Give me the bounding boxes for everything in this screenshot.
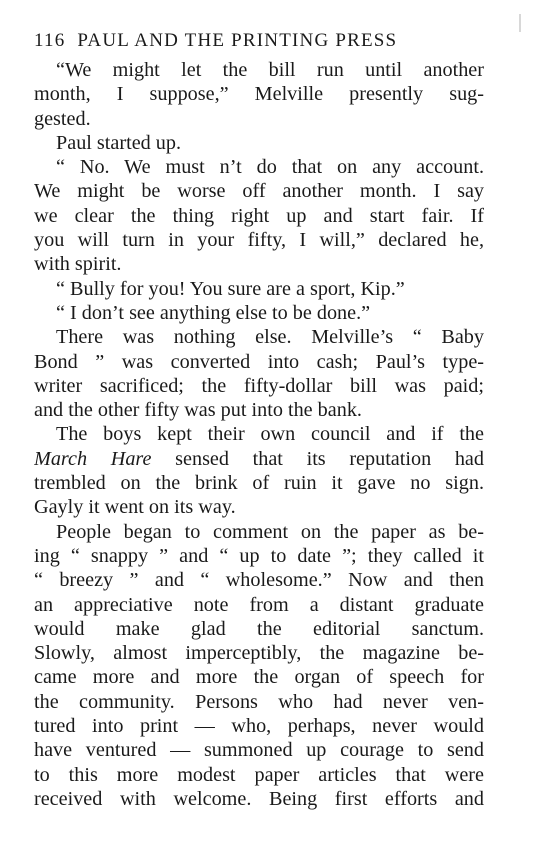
text-line: received with welcome. Being first efforts and [34, 787, 484, 810]
text-line: an appreciative note from a distant graduate [34, 593, 484, 616]
text-line: the community. Persons who had never ven- [34, 690, 484, 713]
text-line: ing “ snappy ” and “ up to date ”; they called it [34, 544, 484, 567]
text-line: to this more modest paper articles that were [34, 763, 484, 786]
body-text [34, 58, 484, 811]
text-line: Gayly it went on its way. [34, 496, 236, 519]
page-edge-mark [519, 14, 521, 32]
text-line: we clear the thing right up and start fair. If [34, 204, 484, 227]
text-line: month, I suppose,” Melville presently sug- [34, 83, 484, 106]
text-line [34, 447, 484, 471]
book-page [34, 30, 484, 811]
text-line: The boys kept their own council and if the [56, 423, 484, 446]
text-line: came more and more the organ of speech for [34, 666, 484, 689]
text-line: “We might let the bill run until another [56, 59, 484, 81]
text-line: “ Bully for you! You sure are a sport, Kip.” [56, 277, 405, 300]
text-line: and the other fifty was put into the bank. [34, 399, 362, 422]
text-line: People began to comment on the paper as be- [56, 520, 484, 543]
line-text: sensed that its reputation had [151, 447, 484, 470]
text-line: “ breezy ” and “ wholesome.” Now and then [34, 569, 484, 592]
text-line: There was nothing else. Melville’s “ Baby [56, 326, 484, 349]
text-line: “ I don’t see anything else to be done.” [56, 301, 371, 324]
text-line: trembled on the brink of ruin it gave no sign. [34, 472, 484, 495]
text-line: writer sacrificed; the fifty-dollar bill was paid; [34, 374, 484, 397]
text-line: Paul started up. [56, 131, 182, 154]
text-line: would make glad the editorial sanctum. [34, 617, 484, 640]
page-number: 116 [34, 30, 66, 51]
text-line: Bond ” was converted into cash; Paul’s type- [34, 350, 484, 373]
text-line: “ No. We must n’t do that on any account. [56, 156, 484, 179]
italic-title: March Hare [34, 447, 152, 470]
text-line: tured into print — who, perhaps, never would [34, 715, 484, 738]
text-line: We might be worse off another month. I say [34, 180, 484, 203]
text-line: Slowly, almost imperceptibly, the magazine be- [34, 642, 484, 665]
running-title: PAUL AND THE PRINTING PRESS [77, 30, 398, 51]
text-line: with spirit. [34, 253, 122, 276]
text-line: gested. [34, 107, 91, 130]
text-line: you will turn in your fifty, I will,” declared he, [34, 229, 484, 252]
running-head [34, 30, 484, 52]
text-line: have ventured — summoned up courage to send [34, 739, 484, 762]
